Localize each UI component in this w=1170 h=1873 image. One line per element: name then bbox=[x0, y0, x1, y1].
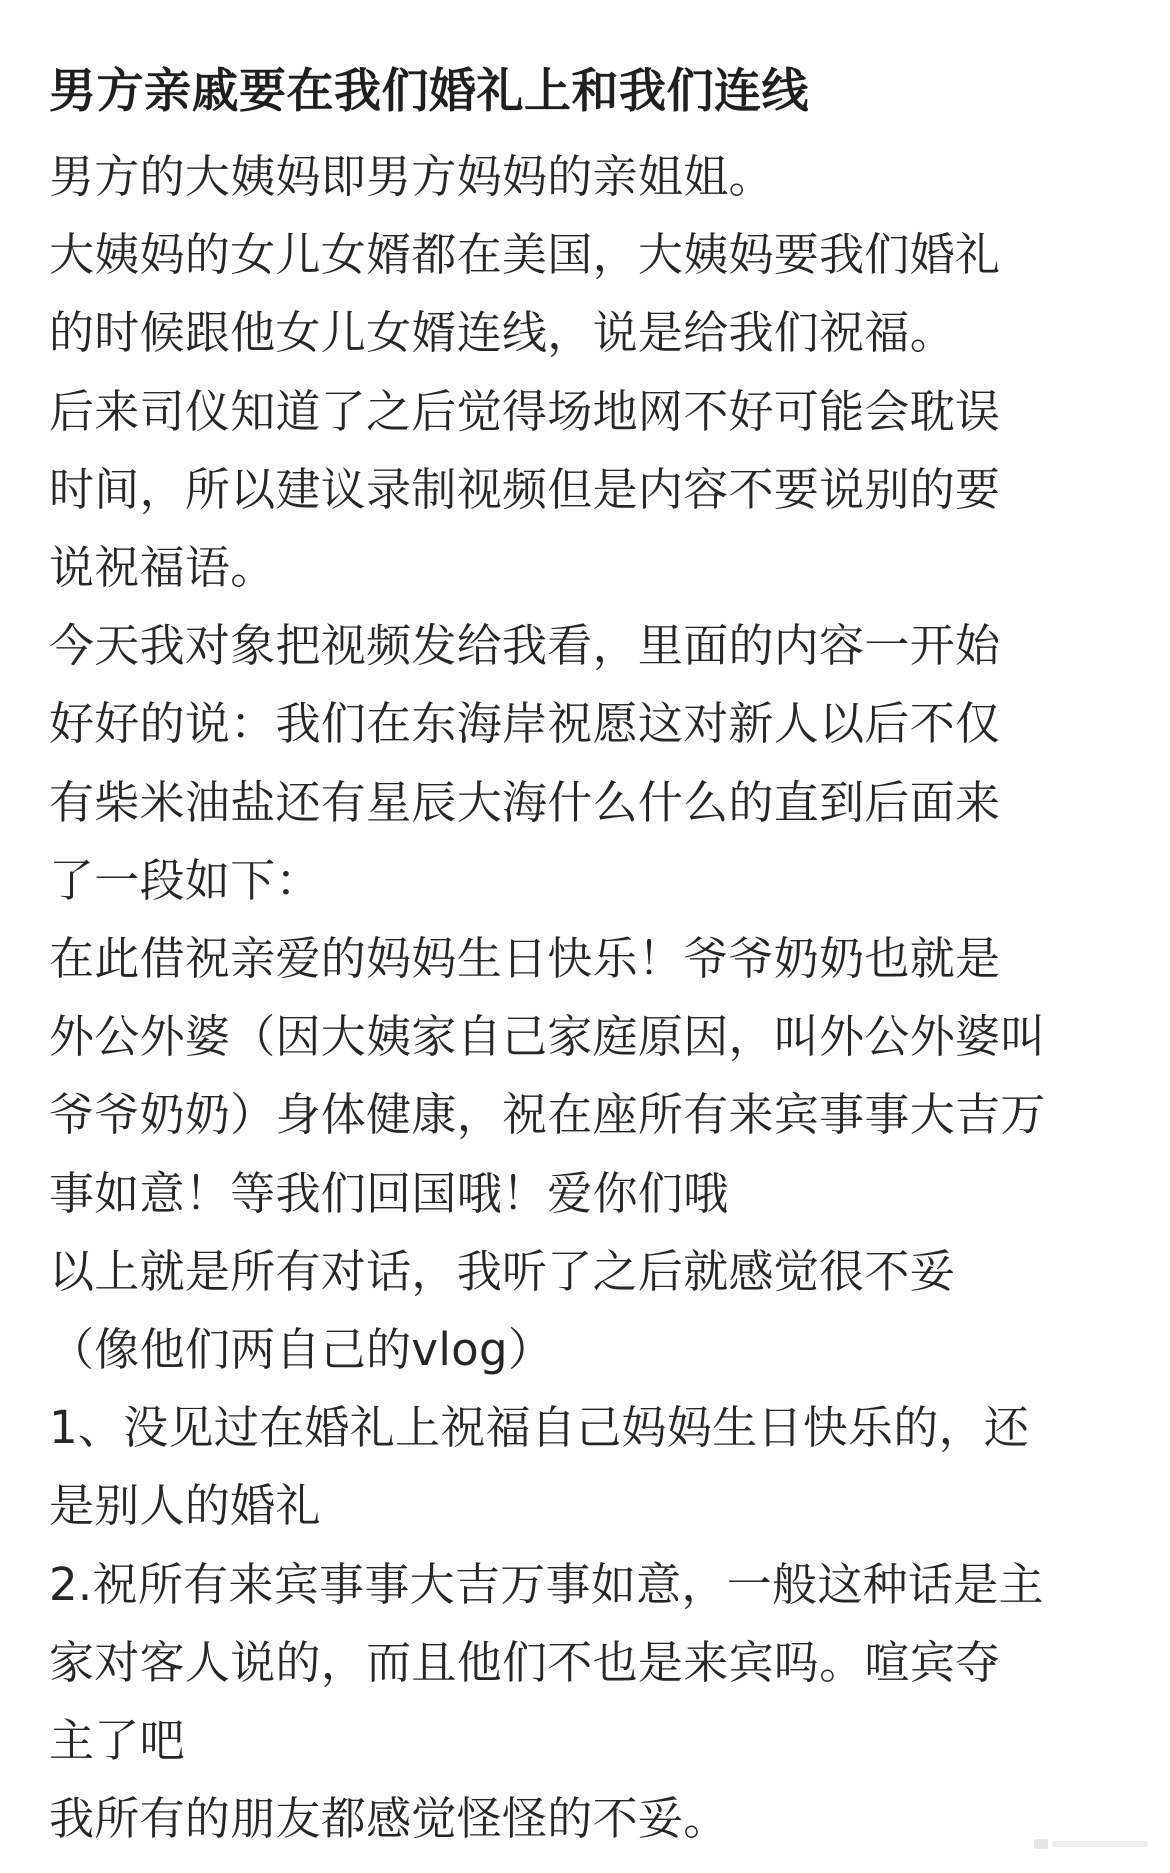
watermark-logo bbox=[1032, 1833, 1152, 1855]
body-line: 好好的说：我们在东海岸祝愿这对新人以后不仅 bbox=[49, 697, 1001, 751]
body-line: 了一段如下： bbox=[49, 853, 321, 907]
post-body bbox=[49, 138, 1140, 1858]
body-line: 我所有的朋友都感觉怪怪的不妥。 bbox=[49, 1792, 729, 1846]
body-line: 时间，所以建议录制视频但是内容不要说别的要 bbox=[49, 462, 1001, 516]
body-line: 是别人的婚礼 bbox=[49, 1479, 321, 1533]
body-line: 事如意！等我们回国哦！爱你们哦 bbox=[49, 1166, 729, 1220]
body-line: 外公外婆（因大姨家自己家庭原因，叫外公外婆叫 bbox=[49, 1010, 1046, 1064]
body-line: 的时候跟他女儿女婿连线，说是给我们祝福。 bbox=[49, 306, 956, 360]
body-line: 大姨妈的女儿女婿都在美国，大姨妈要我们婚礼 bbox=[49, 228, 1001, 282]
body-line: 2.祝所有来宾事事大吉万事如意，一般这种话是主 bbox=[49, 1557, 1044, 1611]
body-line: 主了吧 bbox=[49, 1714, 185, 1768]
body-line: 说祝福语。 bbox=[49, 541, 276, 595]
body-line: 有柴米油盐还有星辰大海什么什么的直到后面来 bbox=[49, 775, 1001, 829]
body-line: 家对客人说的，而且他们不也是来宾吗。喧宾夺 bbox=[49, 1635, 1001, 1689]
post-title: 男方亲戚要在我们婚礼上和我们连线 bbox=[49, 64, 809, 119]
body-line: （像他们两自己的vlog） bbox=[49, 1323, 554, 1377]
body-line: 爷爷奶奶）身体健康，祝在座所有来宾事事大吉万 bbox=[49, 1088, 1046, 1142]
body-line: 男方的大姨妈即男方妈妈的亲姐姐。 bbox=[49, 150, 774, 203]
body-line: 以上就是所有对话，我听了之后就感觉很不妥 bbox=[49, 1244, 956, 1298]
body-line: 1、没见过在婚礼上祝福自己妈妈生日快乐的，还 bbox=[49, 1401, 1030, 1455]
body-line: 后来司仪知道了之后觉得场地网不好可能会耽误 bbox=[49, 384, 1001, 438]
body-line: 在此借祝亲爱的妈妈生日快乐！爷爷奶奶也就是 bbox=[49, 932, 1001, 986]
body-line: 今天我对象把视频发给我看，里面的内容一开始 bbox=[49, 619, 1001, 673]
